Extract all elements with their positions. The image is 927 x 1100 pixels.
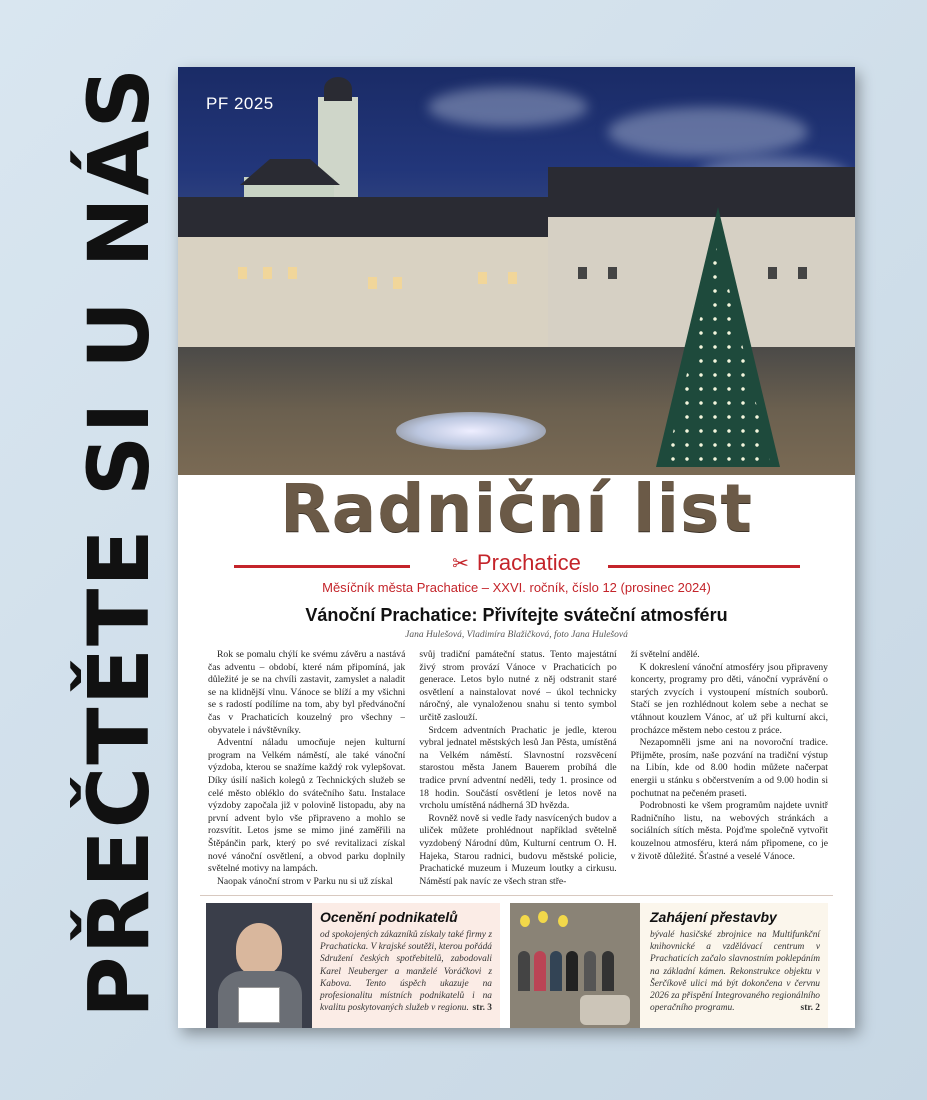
article-column-1: Rok se pomalu chýlí ke svému závěru a nastává čas adventu – období, které nám připomíná, jak důležité je se na chvíli zastavit, zamyslet a naladit se na klidnější vlnu. Vánoce se blíží a my všichni se s radostí podílíme na tom, aby byl předvánoční čas v Prachaticích kouzelný pro všechny – obyvatele i návštěvníky. Adventní náladu umocňuje nejen kulturní program na Velkém náměstí, ale také vánoční výzdoba, kterou se snažíme každý rok vylepšovat. Díky úsilí našich kolegů z Technických služeb se celé město obléklo do svátečního šatu. Instalace výzdoby započala již v polovině listopadu, aby na první advent bylo vše připraveno a mohlo se rozsvítit. Letos jsme se mimo jiné zaměřili na Štěpánčin park, který po své revitalizaci získal nové vánoční osvětlení, a obvod parku doplnily světelné motivy na lampách. Naopak vánoční strom v Parku nu si už získal bbox=[208, 649, 406, 887]
masthead-meta: Měsíčník města Prachatice – XXVI. ročník, číslo 12 (prosinec 2024) bbox=[322, 580, 711, 595]
teaser-text: bývalé hasičské zbrojnice na Multifunkční knihovnické a vzdělávací centrum v Prachaticích začalo slavnostním poklepáním na základní kámen. Rekonstrukce objektu v Šerčíkově ulici má být dokončena v červnu 2026 za přispění Integrovaného regionálního operačního programu. bbox=[650, 930, 820, 1014]
teaser-text: od spokojených zákazníků získaly také firmy z Prachaticka. V krajské soutěži, kterou pořádá Sdružení českých spotřebitelů, zabodovali Karel Neuberger a manželé Voráčkovi z Kabova. Tento úspěch ukazuje na profesionalitu místních podnikatelů i na kvalitu poskytovaných služeb v regionu. bbox=[320, 930, 492, 1014]
pf-badge: PF 2025 bbox=[206, 94, 274, 113]
teaser-photo-reconstruction bbox=[510, 903, 640, 1028]
teaser-page-ref[interactable]: str. 3 bbox=[472, 1003, 492, 1014]
masthead-title: Radniční list bbox=[279, 470, 753, 547]
teaser-page-ref[interactable]: str. 2 bbox=[800, 1003, 820, 1014]
teaser-reconstruction[interactable] bbox=[510, 903, 828, 1028]
teaser-photo-awards bbox=[206, 903, 312, 1028]
teaser-title: Zahájení přestavby bbox=[650, 909, 777, 925]
teaser-title: Ocenění podnikatelů bbox=[320, 909, 458, 925]
divider bbox=[200, 895, 833, 896]
cover-photo bbox=[178, 67, 855, 475]
article-body bbox=[208, 649, 828, 887]
article-headline[interactable]: Vánoční Prachatice: Přivítejte sváteční atmosféru bbox=[305, 605, 728, 625]
article-column-3: ží světelní andělé. K dokreslení vánoční atmosféry jsou připraveny koncerty, programy pro děti, vánoční vyprávění o starých zvycích i vystoupení místních souborů. Stačí se jen rozhlédnout kolem sebe a nechat se vtáhnout kouzlem Vánoc, ať už při kulturní akci, procházce městem nebo cestou z práce. Nezapomněli jsme ani na novoroční tradice. Přijměte, prosím, naše pozvání na tradiční výstup na Libín, kde od 8.00 hodin můžete načerpat energii u stánku s občerstvením a od 9.00 hodin si pochutnat na pečeném praseti. Podrobnosti ke všem programům najdete uvnitř Radničního listu, na webových stránkách a sociálních sítích města. Pojďme společně vytvořit kouzelnou atmosféru, která nám připomene, co je v životě důležité. Šťastné a veselé Vánoce. bbox=[630, 649, 828, 862]
masthead-town: ✂ Prachatice bbox=[178, 548, 855, 579]
town-crest-icon: ✂ bbox=[452, 553, 469, 575]
side-caption: PŘEČTĚTE SI U NÁS bbox=[70, 65, 168, 1018]
teaser-business-awards[interactable] bbox=[206, 903, 500, 1028]
newspaper-cover[interactable] bbox=[178, 67, 855, 1028]
article-byline: Jana Hulešová, Vladimíra Blažičková, foto Jana Hulešová bbox=[405, 630, 628, 640]
article-column-2: svůj tradiční památeční status. Tento majestátní živý strom provází Vánoce v Prachaticích po generace. Letos bylo nutné z něj odstranit staré osvětlení a nainstalovat nové – úkol technicky náročný, ale vynaloženou snahu si tento symbol určitě zaslouží. Srdcem adventních Prachatic je jedle, kterou vybral jednatel městských lesů Jan Pěsta, umístěná na Velkém náměstí. Slavnostní rozsvěcení starostou města Janem Bauerem probíhá dle tradice první adventní neděli, tedy 1. prosince od 18 hodin. Součástí osvětlení je letos nově na vrcholu umístěná nádherná 3D hvězda. Rovněž nově si vedle řady nasvícených budov a uliček můžete prohlédnout například světelně vyzdobený Národní dům, Kulturní centrum O. H. Hajeka, Starou radnici, budovu městské policie, Prachatické muzeum i Muzeum loutky a cirkusu. Náměstí pak navíc ze všech stran stře- bbox=[419, 649, 617, 887]
